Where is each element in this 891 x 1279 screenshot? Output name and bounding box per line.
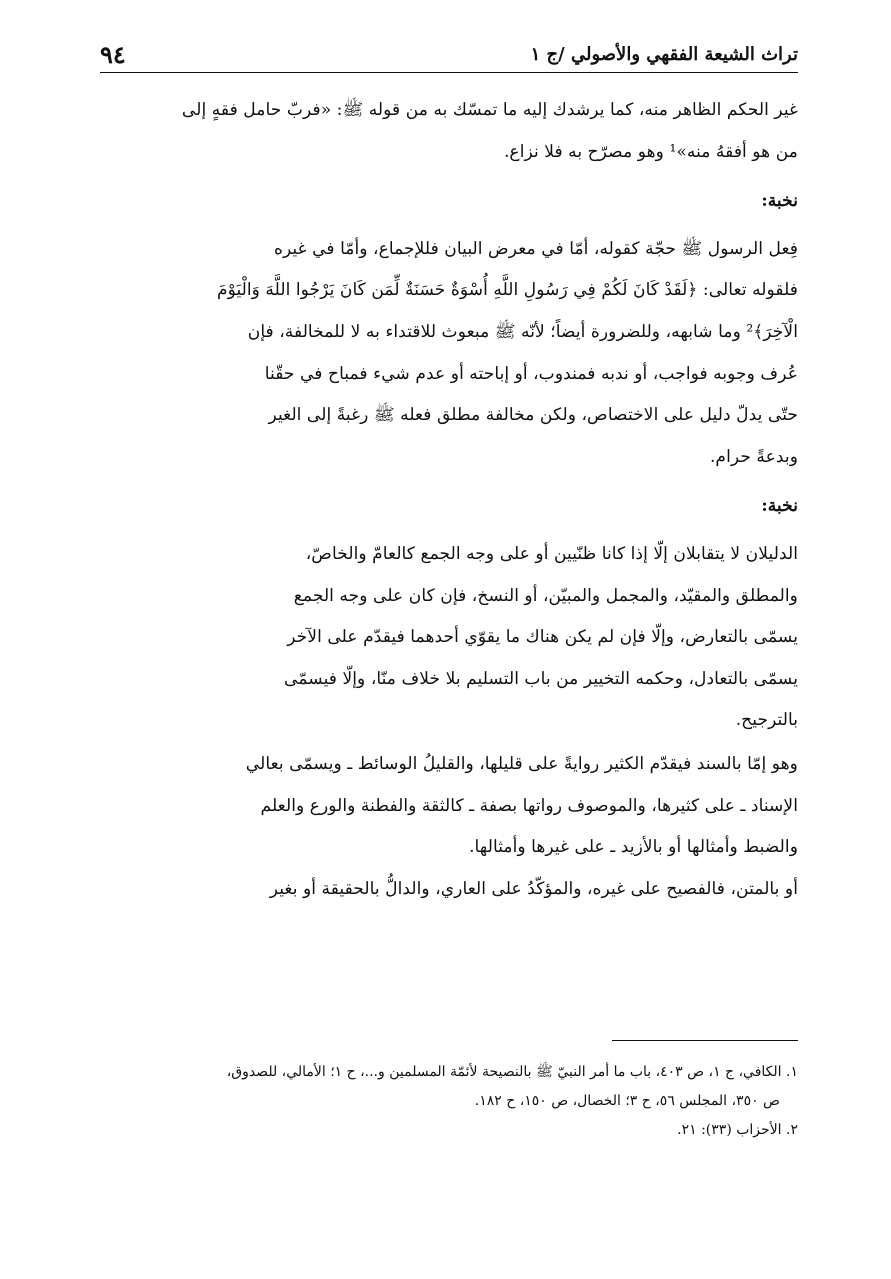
paragraph-line: وبدعةً حرام.	[709, 446, 798, 467]
footnote-divider	[612, 1040, 798, 1041]
footnotes	[100, 1058, 798, 1145]
paragraph-line: والمطلق والمقيّد، والمجمل والمبيّن، أو النسخ، فإن كان على وجه الجمع	[293, 585, 798, 606]
footnote-1: ١. الكافي، ج ١، ص ٤٠٣، باب ما أمر النبيّ ﷺ بالنصيحة لأئمّة المسلمين و...، ح ١؛ الأمالي، للصدوق،	[226, 1064, 798, 1080]
page-header	[100, 34, 798, 73]
page-number: ٩٤	[100, 40, 126, 69]
paragraph-line: الإسناد ـ على كثيرها، والموصوف رواتها بصفة ـ كالثقة والفطنة والورع والعلم	[260, 795, 798, 816]
paragraph-line: يسمّى بالتعادل، وحكمه التخيير من باب التسليم بلا خلاف منّا، وإلّا فيسمّى	[284, 668, 798, 689]
paragraph-line: يسمّى بالتعارض، وإلّا فإن لم يكن هناك ما يقوّي أحدهما فيقدّم على الآخر	[287, 627, 798, 648]
running-title: تراث الشيعة الفقهي والأصولي /ج ١	[530, 44, 798, 65]
paragraph-line: من هو أفقهُ منه»¹ وهو مصرّح به فلا نزاع.	[503, 141, 798, 162]
paragraph-line: الْآخِرَ﴾² وما شابهه، وللضرورة أيضاً؛ لأنّه ﷺ مبعوث للاقتداء به لا للمخالفة، فإن	[247, 321, 798, 342]
section-heading: نخبة:	[761, 496, 798, 517]
paragraph-line: فِعل الرسول ﷺ حجّة كقوله، أمّا في معرض البيان فللإجماع، وأمّا في غيره	[273, 238, 798, 259]
paragraph-line: وهو إمّا بالسند فيقدّم الكثير روايةً على قليلها، والقليلُ الوسائط ـ ويسمّى بعالي	[245, 753, 798, 774]
paragraph-line: والضبط وأمثالها أو بالأزيد ـ على غيرها وأمثالها.	[469, 837, 798, 858]
paragraph-line: بالترجيح.	[735, 710, 798, 731]
paragraph-line: غير الحكم الظاهر منه، كما يرشدك إليه ما تمسّك به من قوله ﷺ: «فربّ حامل فقهٍ إلى	[181, 100, 798, 120]
paragraph-line: أو بالمتن، فالفصيح على غيره، والمؤكّدُ على العاري، والدالُّ بالحقيقة أو بغير	[269, 878, 798, 899]
paragraph-line: عُرف وجوبه فواجب، أو ندبه فمندوب، أو إباحته أو عدم شيء فمباح في حقّنا	[264, 363, 798, 384]
body-text	[100, 90, 798, 910]
paragraph-line: فلقوله تعالى: ﴿لَقَدْ كَانَ لَكُمْ فِي رَسُولِ اللَّهِ أُسْوَةٌ حَسَنَةٌ لِّمَن كَانَ يَرْجُوا اللَّهَ وَالْيَوْمَ	[216, 280, 798, 301]
footnote-1-continued: ص ٣٥٠، المجلس ٥٦، ح ٣؛ الخصال، ص ١٥٠، ح ١٨٢.	[474, 1093, 780, 1109]
footnote-2: ٢. الأحزاب (٣٣): ٢١.	[677, 1122, 798, 1138]
paragraph-line: الدليلان لا يتقابلان إلّا إذا كانا ظنّيين أو على وجه الجمع كالعامّ والخاصّ،	[305, 543, 798, 564]
paragraph-line: حتّى يدلّ دليل على الاختصاص، ولكن مخالفة مطلق فعله ﷺ رغبةً إلى الغير	[268, 405, 798, 426]
section-heading: نخبة:	[761, 191, 798, 212]
